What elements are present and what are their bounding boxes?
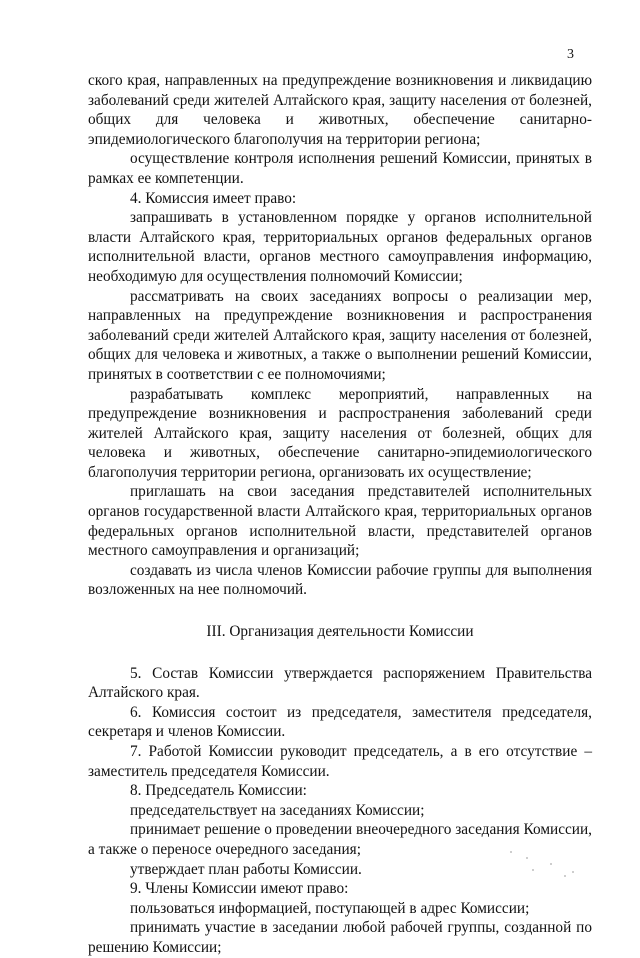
paragraph: приглашать на свои заседания представителей исполнительных органов государственной власти Алтайского края, территориальных органов федеральных органов исполнительной власти, представителей органов местного самоуправления и организаций; [88,483,592,560]
paragraph: рассматривать на своих заседаниях вопросы о реализации мер, направленных на предупреждение возникновения и распространения заболеваний среди жителей Алтайского края, защиту населения от болезней, общих для человека и животных, а также о выполнении решений Комиссии, принятых в соответствии с ее полномочиями; [88,287,592,383]
paragraph: принимать участие в заседании любой рабочей группы, созданной по решению Комиссии; [88,919,592,956]
section-rights-and-functions [88,71,592,600]
section-organization [88,664,592,958]
paragraph: 8. Председатель Комиссии: [130,782,307,800]
paragraph: 7. Работой Комиссии руководит председатель, а в его отсутствие – заместитель председателя Комиссии. [88,743,592,780]
paragraph: 6. Комиссия состоит из председателя, заместителя председателя, секретаря и членов Комиссии. [88,703,592,741]
paragraph: утверждает план работы Комиссии. [130,860,362,878]
paragraph: председательствует на заседаниях Комиссии; [130,801,425,819]
paragraph: принимает решение о проведении внеочередного заседания Комиссии, а также о переносе очередного заседания; [88,821,592,858]
paragraph: создавать из числа членов Комиссии рабочие группы для выполнения возложенных на нее полномочий. [88,561,592,599]
paragraph: 4. Комиссия имеет право: [130,189,297,207]
section-heading: III. Организация деятельности Комиссии [206,623,474,641]
scan-artifacts [470,845,580,885]
document-body [88,71,592,958]
paragraph: пользоваться информацией, поступающей в адрес Комиссии; [130,899,530,917]
paragraph: разрабатывать комплекс мероприятий, направленных на предупреждение возникновения и распространения заболеваний среди жителей Алтайского края, защиту населения от болезней, общих для человека и животных, обеспечение санитарно-эпидемиологического благополучия территории региона, организовать их осуществление; [88,385,592,481]
paragraph: 5. Состав Комиссии утверждается распоряжением Правительства Алтайского края. [88,664,592,702]
page-number: 3 [567,47,574,62]
paragraph: осуществление контроля исполнения решений Комиссии, принятых в рамках ее компетенции. [88,150,592,187]
paragraph: 9. Члены Комиссии имеют право: [130,880,349,898]
paragraph: ского края, направленных на предупреждение возникновения и ликвидацию заболеваний среди жителей Алтайского края, защиту населения от болезней, общих для человека и животных, обеспечение санитарно-эпидемиологического благополучия на территории региона; [88,72,592,148]
paragraph: запрашивать в установленном порядке у органов исполнительной власти Алтайского края, территориальных органов федеральных органов исполнительной власти, органов местного самоуправления информацию, необходимую для осуществления полномочий Комиссии; [88,209,592,285]
